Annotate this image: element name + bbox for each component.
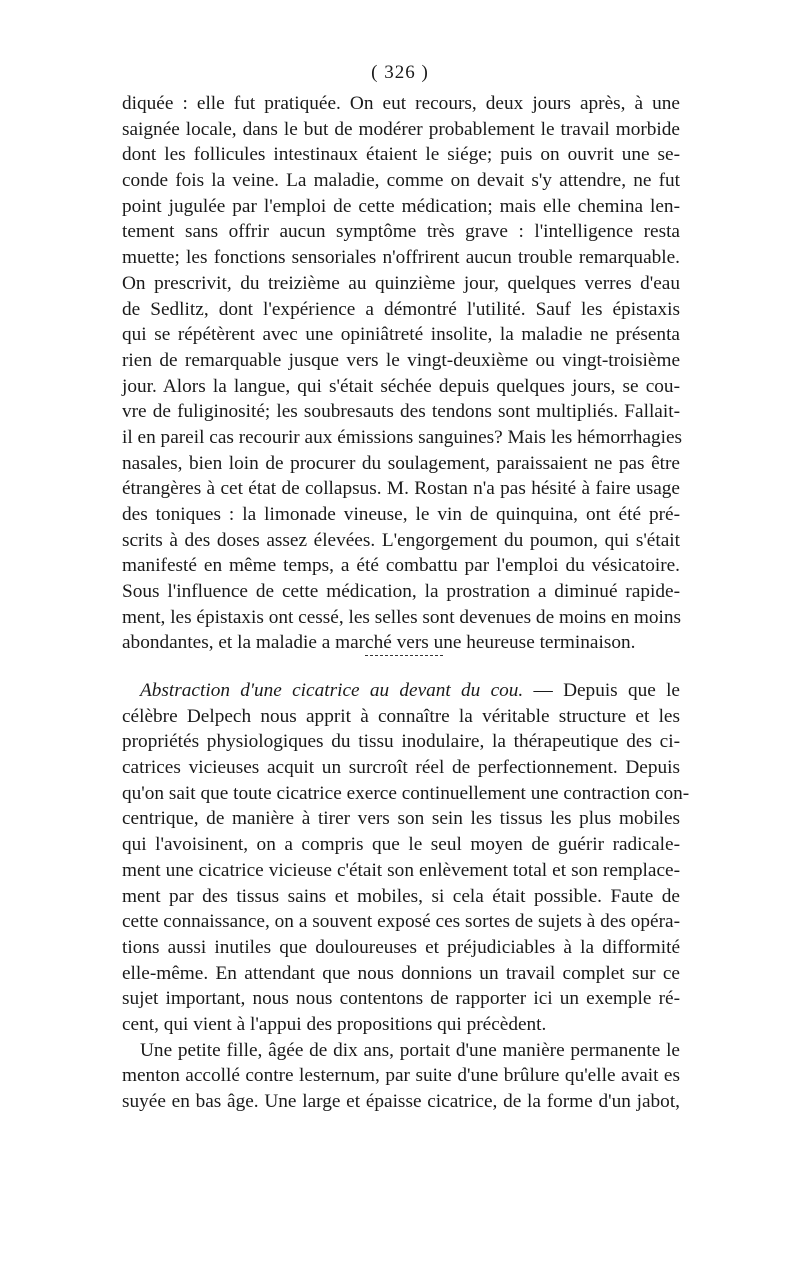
section-title-continuation: — Depuis que le	[523, 680, 680, 701]
text-line: rien de remarquable jusque vers le vingt-deuxième ou vingt-troisième	[122, 349, 680, 371]
text-line: Une petite fille, âgée de dix ans, portait d'une manière permanente le	[140, 1039, 680, 1061]
section-heading-line	[122, 678, 680, 704]
text-line: diquée : elle fut pratiquée. On eut recours, deux jours après, à une	[122, 93, 680, 114]
text-line: muette; les fonctions sensoriales n'offrirent aucun trouble remarquable.	[122, 247, 680, 269]
section-cicatrice	[122, 678, 690, 1115]
text-line: propriétés physiologiques du tissu inodulaire, la thérapeutique des ci-	[122, 731, 680, 753]
text-line: catrices vicieuses acquit un surcroît réel de perfectionnement. Depuis	[122, 757, 680, 779]
text-line: cette connaissance, on a souvent exposé ces sortes de sujets à des opéra-	[122, 911, 680, 933]
text-line: Sous l'influence de cette médication, la prostration a diminué rapide-	[122, 581, 680, 603]
text-line: sujet important, nous nous contentons de rapporter ici un exemple ré-	[122, 988, 680, 1010]
text-line: suyée en bas âge. Une large et épaisse cicatrice, de la forme d'un jabot,	[122, 1091, 680, 1112]
text-line: tement sans offrir aucun symptôme très grave : l'intelligence resta	[122, 221, 680, 243]
text-line: qu'on sait que toute cicatrice exerce continuellement une contraction con-	[122, 782, 690, 804]
text-line: ment une cicatrice vicieuse c'était son enlèvement total et son remplace-	[122, 859, 680, 881]
text-line: abondantes, et la maladie a marché vers une heureuse terminaison.	[122, 632, 636, 654]
text-line: qui l'avoisinent, on a compris que le seul moyen de guérir radicale-	[122, 834, 680, 856]
text-line: de Sedlitz, dont l'expérience a démontré l'utilité. Sauf les épistaxis	[122, 298, 680, 320]
text-line: On prescrivit, du treizième au quinzième jour, quelques verres d'eau	[122, 272, 680, 294]
text-line: célèbre Delpech nous apprit à connaître la véritable structure et les	[122, 705, 680, 727]
text-line: saignée locale, dans le but de modérer probablement le travail morbide	[122, 118, 680, 140]
text-line: scrits à des doses assez élevées. L'engorgement du poumon, qui s'était	[122, 529, 680, 551]
text-line: ment, les épistaxis ont cessé, les selles sont devenues de moins en moins	[122, 606, 682, 628]
text-line: point jugulée par l'emploi de cette médication; mais elle chemina len-	[122, 195, 680, 217]
section-title: Abstraction d'une cicatrice au devant du cou.	[140, 680, 524, 701]
text-line: des toniques : la limonade vineuse, le vin de quinquina, ont été pré-	[122, 504, 680, 525]
text-line: il en pareil cas recourir aux émissions sanguines? Mais les hémorrhagies	[122, 426, 683, 448]
text-line: elle-même. En attendant que nous donnions un travail complet sur ce	[122, 962, 680, 984]
text-line: menton accollé contre lesternum, par suite d'une brûlure qu'elle avait es	[122, 1065, 680, 1087]
text-line: vre de fuliginosité; les soubresauts des tendons sont multipliés. Fallait-	[122, 401, 680, 423]
page-number: ( 326 )	[371, 62, 429, 83]
text-line: qui se répétèrent avec une opiniâtreté insolite, la maladie ne présenta	[122, 324, 680, 346]
text-line: tions aussi inutiles que douloureuses et préjudiciables à la difformité	[122, 936, 680, 958]
text-line: centrique, de manière à tirer vers son sein les tissus les plus mobiles	[122, 808, 680, 830]
text-line: jour. Alors la langue, qui s'était séchée depuis quelques jours, se cou-	[122, 375, 680, 397]
text-line: manifesté en même temps, a été combattu par l'emploi du vésicatoire.	[122, 555, 680, 577]
text-line: étrangères à cet état de collapsus. M. Rostan n'a pas hésité à faire usage	[122, 478, 680, 500]
paragraph-case-report	[122, 91, 683, 656]
text-line: nasales, bien loin de procurer du soulagement, paraissaient ne pas être	[122, 452, 680, 474]
text-line: conde fois la veine. La maladie, comme on devait s'y attendre, ne fut	[122, 170, 680, 192]
text-line: cent, qui vient à l'appui des propositions qui précèdent.	[122, 1013, 547, 1035]
text-line: ment par des tissus sains et mobiles, si cela était possible. Faute de	[122, 885, 680, 907]
text-line: dont les follicules intestinaux étaient le siége; puis on ouvrit une se-	[122, 144, 680, 166]
section-separator	[365, 655, 443, 656]
